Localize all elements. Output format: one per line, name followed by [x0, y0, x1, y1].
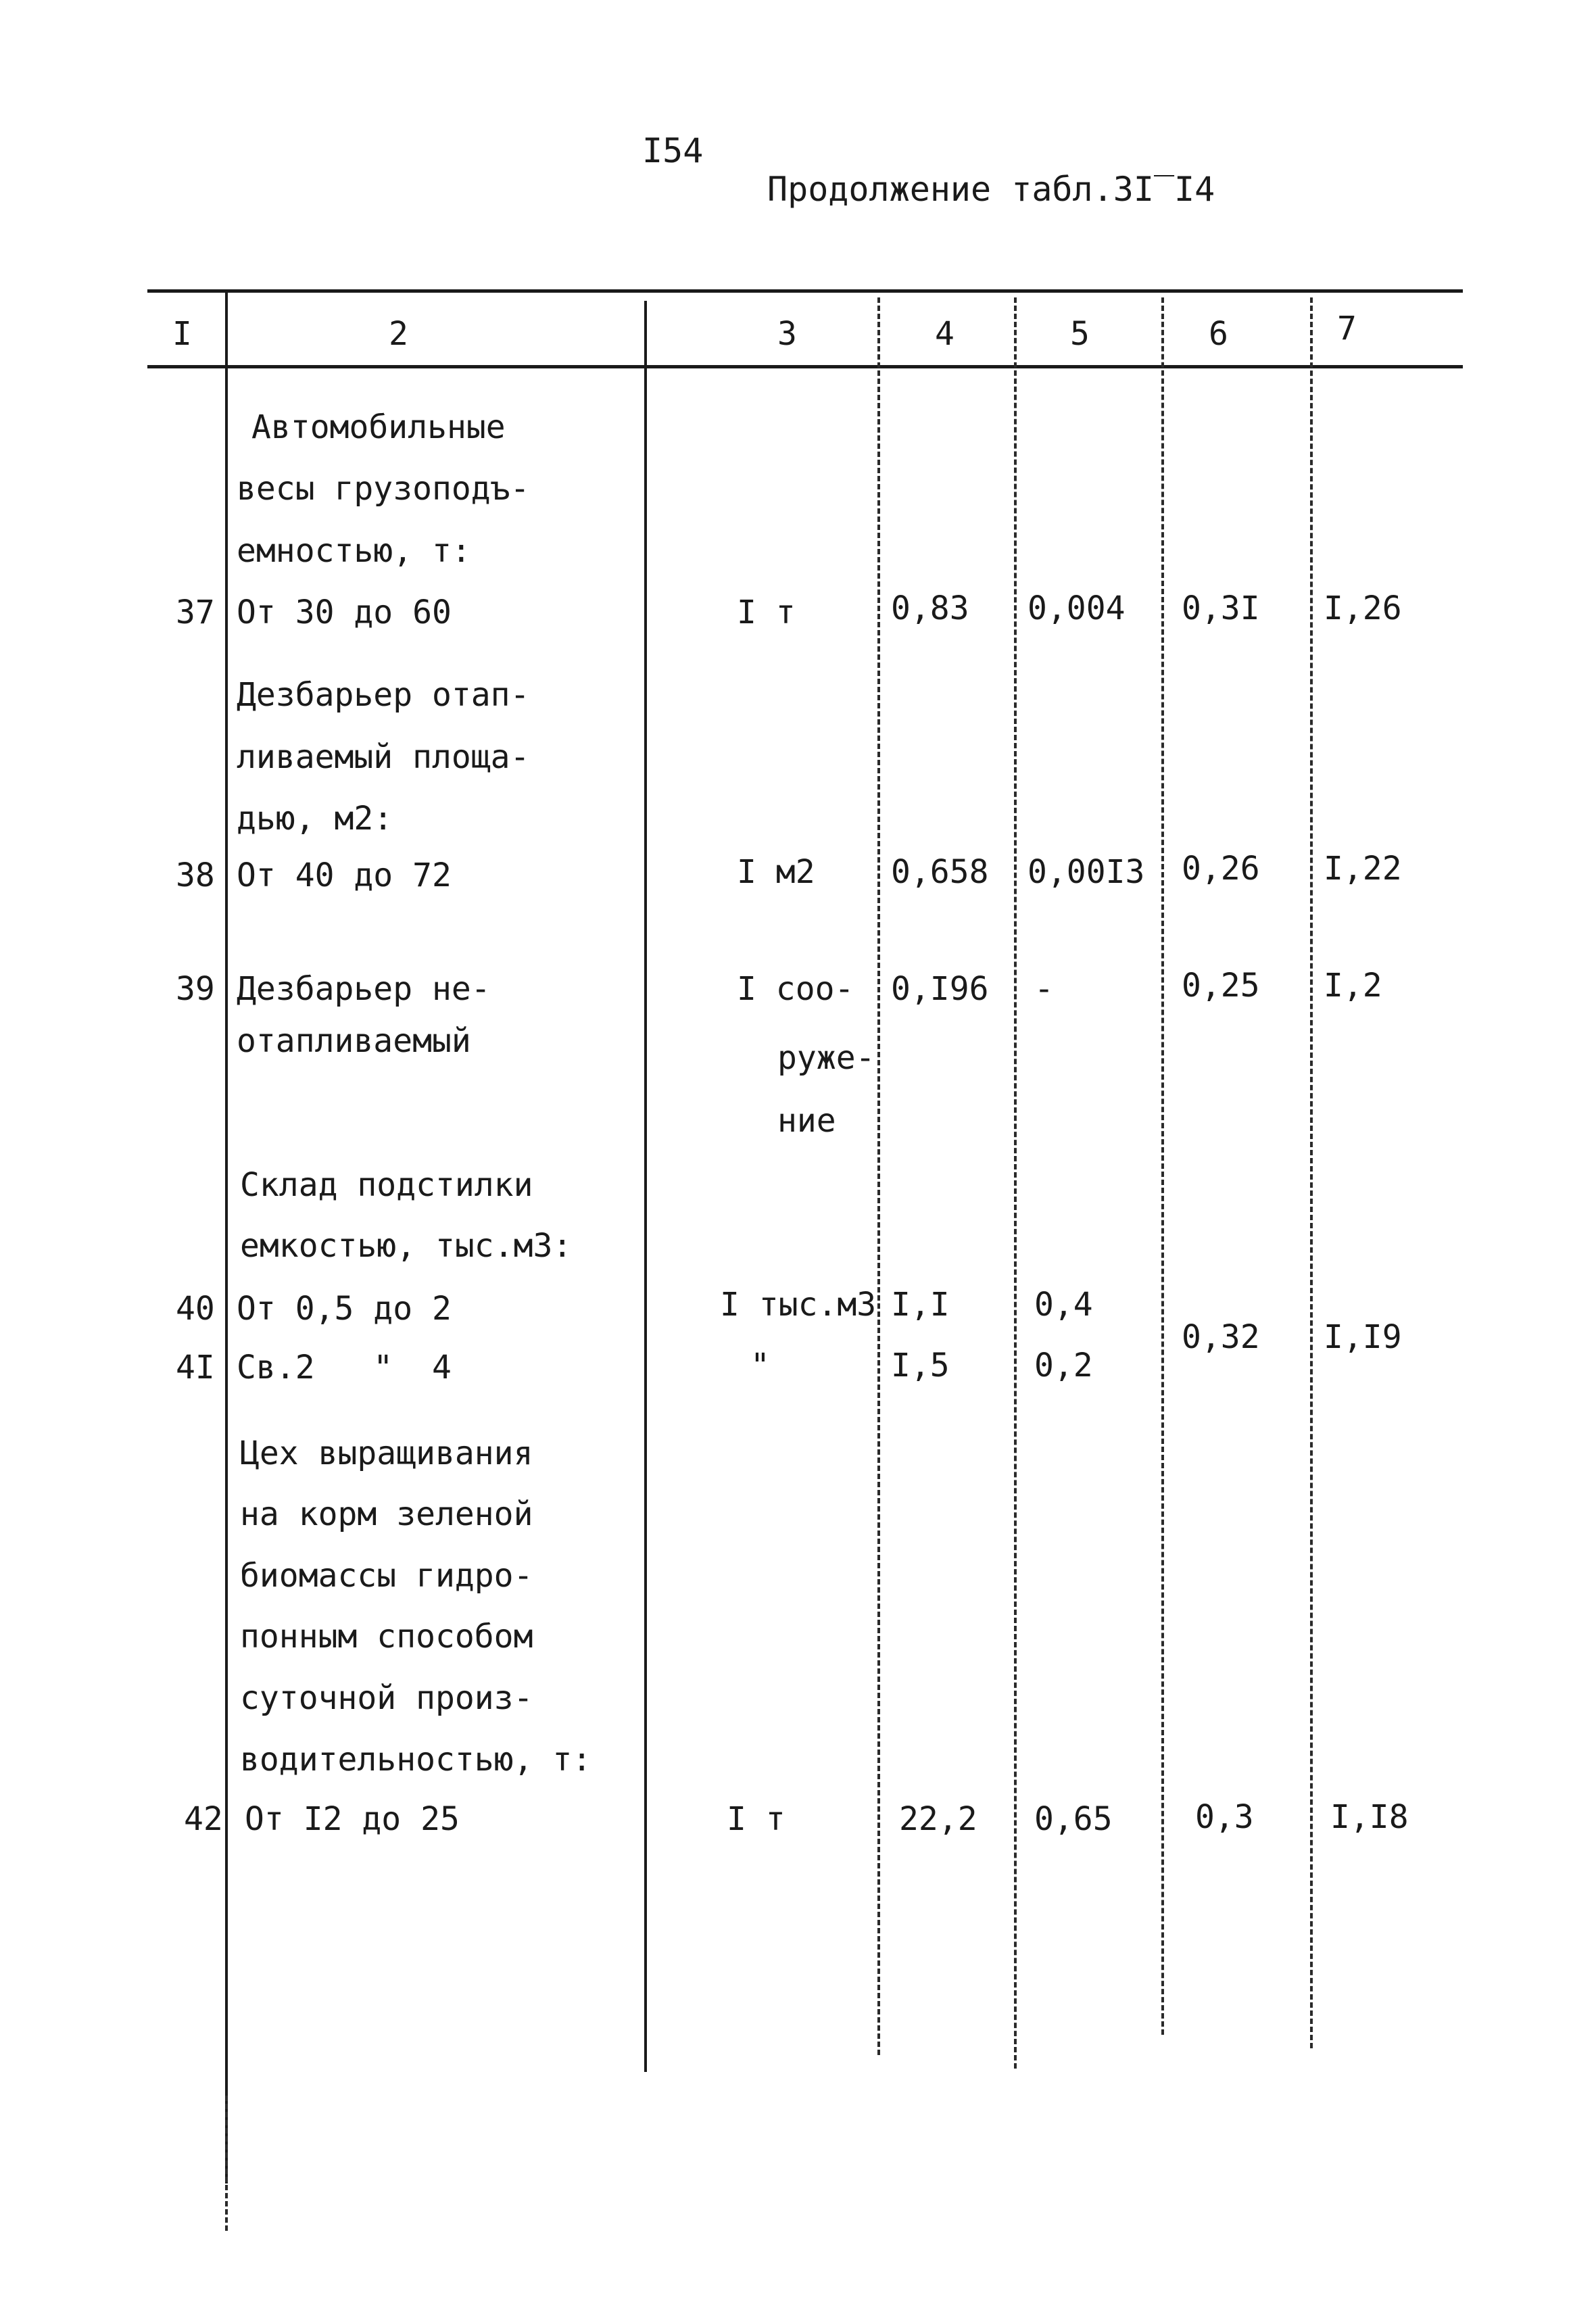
group-heading-line: понным способом — [240, 1618, 533, 1656]
group-heading-line: Цех выращивания — [240, 1434, 533, 1472]
value-col6: 0,3I — [1182, 589, 1260, 627]
column-divider-4 — [1014, 297, 1017, 2069]
value-col6: 0,25 — [1182, 967, 1260, 1005]
row-number: 37 — [176, 594, 215, 631]
column-divider-1-tail — [225, 2096, 228, 2231]
group-heading-line: дью, м2: — [237, 800, 393, 838]
column-header-4: 4 — [935, 315, 954, 353]
column-divider-5 — [1161, 297, 1164, 2035]
row-number: 39 — [176, 970, 215, 1008]
value-col4: I,5 — [891, 1347, 950, 1384]
column-divider-6 — [1310, 297, 1313, 2048]
item-name: От I2 до 25 — [245, 1800, 460, 1838]
unit-cell: руже- — [777, 1039, 875, 1077]
unit-cell: I т — [737, 594, 796, 631]
column-header-6: 6 — [1209, 315, 1228, 353]
unit-cell: I м2 — [737, 853, 815, 891]
value-col6: 0,32 — [1182, 1318, 1260, 1356]
table-top-rule — [147, 289, 1463, 293]
unit-cell: I т — [727, 1800, 785, 1838]
page-number: I54 — [642, 131, 704, 170]
row-number: 38 — [176, 857, 215, 894]
group-heading-line: емностью, т: — [237, 532, 471, 570]
value-col4: 22,2 — [899, 1800, 977, 1838]
item-name: От 30 до 60 — [237, 594, 452, 631]
group-heading-line: суточной произ- — [240, 1679, 533, 1717]
group-heading-line: на корм зеленой — [240, 1495, 533, 1533]
value-col5: 0,004 — [1027, 589, 1126, 627]
value-col7: I,22 — [1324, 850, 1402, 888]
value-col6: 0,3 — [1195, 1798, 1254, 1836]
item-name: От 40 до 72 — [237, 857, 452, 894]
unit-cell: I соо- — [737, 970, 854, 1008]
value-col5: 0,4 — [1034, 1286, 1093, 1324]
item-name: отапливаемый — [237, 1022, 471, 1060]
group-heading-line: Автомобильные — [251, 408, 506, 446]
column-header-3: 3 — [777, 315, 797, 353]
value-col6: 0,26 — [1182, 850, 1260, 888]
value-col7: I,I8 — [1330, 1798, 1409, 1836]
column-divider-1 — [225, 291, 228, 2184]
column-header-5: 5 — [1070, 315, 1090, 353]
column-header-7: 7 — [1337, 310, 1357, 347]
column-header-1: I — [172, 315, 192, 353]
table-header-rule — [147, 365, 1463, 368]
column-divider-2 — [644, 301, 647, 2072]
unit-cell: ние — [777, 1102, 836, 1140]
item-name: Св.2 " 4 — [237, 1349, 452, 1386]
value-col5: 0,2 — [1034, 1347, 1093, 1384]
item-name: Дезбарьер не- — [237, 970, 491, 1008]
value-col4: 0,I96 — [891, 970, 989, 1008]
table-continuation-caption: Продолжение табл.3I‾I4 — [767, 170, 1215, 209]
column-header-2: 2 — [389, 315, 408, 353]
value-col7: I,2 — [1324, 967, 1382, 1005]
group-heading-line: Дезбарьер отап- — [237, 676, 530, 714]
value-col7: I,26 — [1324, 589, 1402, 627]
group-heading-line: Склад подстилки — [240, 1166, 533, 1204]
row-number: 4I — [176, 1349, 215, 1386]
value-col7: I,I9 — [1324, 1318, 1402, 1356]
group-heading-line: биомассы гидро- — [240, 1557, 533, 1595]
value-col4: 0,83 — [891, 589, 969, 627]
unit-cell: " — [750, 1347, 770, 1384]
group-heading-line: водительностью, т: — [240, 1741, 592, 1779]
column-divider-3 — [877, 297, 880, 2055]
value-col5: - — [1034, 970, 1054, 1008]
value-col4: 0,658 — [891, 853, 989, 891]
value-col5: 0,65 — [1034, 1800, 1113, 1838]
row-number: 42 — [184, 1800, 223, 1838]
value-col5: 0,00I3 — [1027, 853, 1145, 891]
unit-cell: I тыс.м3 — [720, 1286, 877, 1324]
row-number: 40 — [176, 1290, 215, 1328]
value-col4: I,I — [891, 1286, 950, 1324]
group-heading-line: весы грузоподъ- — [237, 470, 530, 508]
item-name: От 0,5 до 2 — [237, 1290, 452, 1328]
group-heading-line: емкостью, тыс.м3: — [240, 1227, 573, 1265]
group-heading-line: ливаемый площа- — [237, 738, 530, 776]
